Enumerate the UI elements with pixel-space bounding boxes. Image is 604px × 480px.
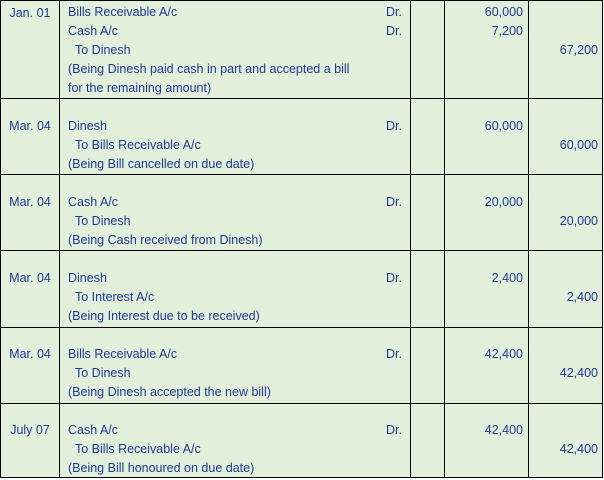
credit-amount: 67,200 xyxy=(559,43,598,57)
credit-account: To Dinesh xyxy=(75,43,131,57)
credit-account: To Bills Receivable A/c xyxy=(75,138,201,152)
debit-amount: 60,000 xyxy=(484,119,523,133)
narration: (Being Bill cancelled on due date) xyxy=(68,157,255,171)
journal-entry xyxy=(1,404,602,478)
narration: for the remaining amount) xyxy=(68,81,212,95)
dr-marker: Dr. xyxy=(386,119,402,133)
dr-marker: Dr. xyxy=(386,195,402,209)
credit-account: To Bills Receivable A/c xyxy=(75,442,201,456)
dr-marker: Dr. xyxy=(386,423,402,437)
debit-amount: 60,000 xyxy=(484,5,523,19)
debit-account: Cash A/c xyxy=(68,423,119,437)
narration: (Being Interest due to be received) xyxy=(68,309,260,323)
debit-amount: 7,200 xyxy=(491,24,523,38)
narration: (Being Bill honoured on due date) xyxy=(68,461,255,475)
journal-entry xyxy=(1,251,602,327)
credit-amount: 42,400 xyxy=(559,366,598,380)
dr-marker: Dr. xyxy=(386,5,402,19)
debit-account: Dinesh xyxy=(68,119,107,133)
entry-date: Mar. 04 xyxy=(9,271,51,285)
narration: (Being Cash received from Dinesh) xyxy=(68,233,263,247)
credit-amount: 42,400 xyxy=(559,442,598,456)
dr-marker: Dr. xyxy=(386,24,402,38)
journal-entry xyxy=(1,175,602,250)
debit-amount: 42,400 xyxy=(484,423,523,437)
journal-entry xyxy=(1,99,602,174)
debit-account: Bills Receivable A/c xyxy=(68,5,178,19)
credit-account: To Dinesh xyxy=(75,366,131,380)
debit-amount: 42,400 xyxy=(484,347,523,361)
credit-account: To Dinesh xyxy=(75,214,131,228)
debit-account: Cash A/c xyxy=(68,195,119,209)
credit-amount: 2,400 xyxy=(566,290,598,304)
narration: (Being Dinesh paid cash in part and accepted a bill xyxy=(68,62,350,76)
entry-date: Mar. 04 xyxy=(9,119,51,133)
entry-date: Jan. 01 xyxy=(9,6,51,20)
entry-date: Mar. 04 xyxy=(9,347,51,361)
debit-account: Dinesh xyxy=(68,271,107,285)
dr-marker: Dr. xyxy=(386,347,402,361)
credit-account: To Interest A/c xyxy=(75,290,155,304)
debit-account: Cash A/c xyxy=(68,24,119,38)
debit-amount: 20,000 xyxy=(484,195,523,209)
debit-account: Bills Receivable A/c xyxy=(68,347,178,361)
journal-entry xyxy=(1,328,602,403)
dr-marker: Dr. xyxy=(386,271,402,285)
credit-amount: 60,000 xyxy=(559,138,598,152)
entry-date: Mar. 04 xyxy=(9,195,51,209)
narration: (Being Dinesh accepted the new bill) xyxy=(68,385,271,399)
entry-date: July 07 xyxy=(10,423,50,437)
journal-entry xyxy=(1,1,602,98)
debit-amount: 2,400 xyxy=(491,271,523,285)
credit-amount: 20,000 xyxy=(559,214,598,228)
